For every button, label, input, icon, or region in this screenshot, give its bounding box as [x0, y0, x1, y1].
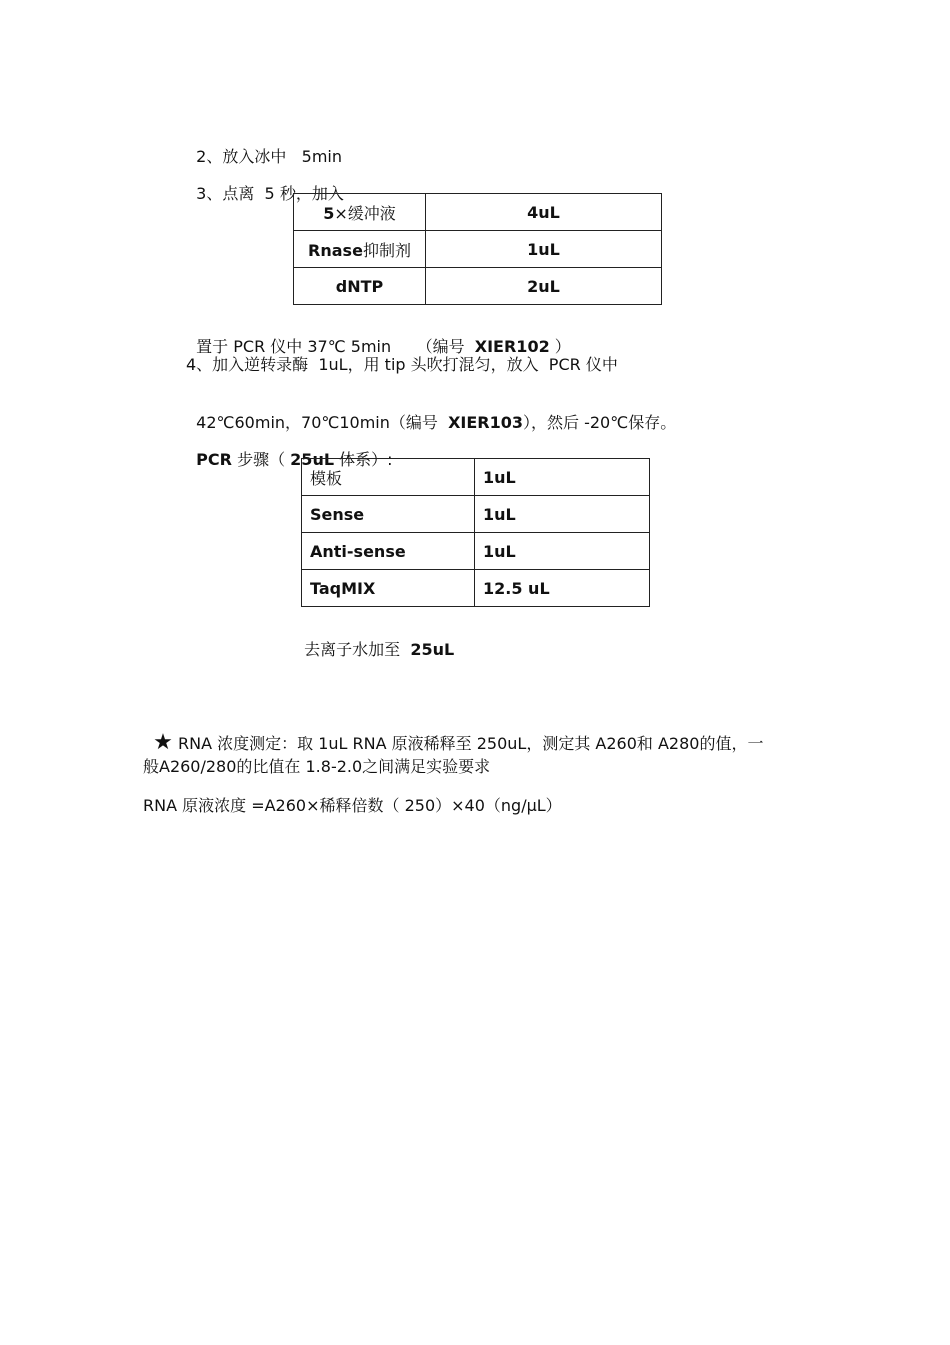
table-row [302, 459, 650, 496]
step4-code: XIER103 [448, 413, 524, 432]
table-row [294, 194, 662, 231]
pcr-volume-cell: 1uL [475, 533, 650, 570]
pcr-incubation-paren: （编号 [416, 337, 465, 356]
pcr-component-cell: 模板 [302, 459, 475, 496]
reagent-value-cell: 2uL [426, 268, 662, 305]
pcr-component-cell: Anti-sense [302, 533, 475, 570]
table-row [302, 570, 650, 607]
rna-line3: RNA 原液浓度 =A260×稀释倍数（ 250）×40（ng/μL） [143, 796, 562, 815]
step4-line2-post: ），然后 -20℃保存。 [523, 413, 677, 432]
rna-line1-text: RNA 浓度测定：取 1uL RNA 原液稀释至 250uL，测定其 A260和 A280的值，一 [178, 734, 764, 753]
pcr-incubation-text: 置于 PCR 仪中 37℃ 5min [196, 337, 392, 356]
reagent-name: ×缓冲液 [334, 203, 396, 223]
step2-text: 放入冰中 [222, 147, 287, 166]
pcr-incubation-code: XIER102 [474, 337, 550, 356]
reagent-prefix: 5 [323, 203, 335, 223]
pcr-table [301, 458, 650, 607]
step4-line1: 4、加入逆转录酶 1uL，用 tip 头吹打混匀，放入 PCR 仪中 [186, 355, 618, 374]
table-row [302, 533, 650, 570]
step3-seconds: 5 秒，加入 [264, 184, 344, 203]
step3-text: 点离 [222, 184, 255, 203]
pcr-volume-cell: 1uL [475, 459, 650, 496]
reagent-name-cell [294, 231, 426, 268]
pcr-volume-cell: 1uL [475, 496, 650, 533]
step2-number: 2、 [196, 147, 223, 166]
step2-line [186, 127, 342, 167]
reagent-value-cell: 1uL [426, 231, 662, 268]
pcr-steps-label: PCR [196, 450, 232, 469]
reagent-name-cell [294, 194, 426, 231]
reagent-prefix: Rnase [308, 240, 363, 260]
pcr-incubation-line [186, 317, 571, 357]
reagent-name: 抑制剂 [362, 240, 411, 260]
rna-line2: 般A260/280的比值在 1.8-2.0之间满足实验要求 [143, 757, 491, 776]
water-line [294, 620, 454, 660]
pcr-steps-suffix: 体系）: [339, 450, 393, 469]
pcr-steps-text: 步骤（ [237, 450, 286, 469]
rna-line1 [143, 713, 763, 754]
water-volume: 25uL [410, 640, 455, 659]
pcr-steps-volume: 25uL [290, 450, 335, 469]
reagent-name-cell [294, 268, 426, 305]
reagent-value-cell: 4uL [426, 194, 662, 231]
table-row [294, 231, 662, 268]
pcr-component-cell: TaqMIX [302, 570, 475, 607]
step4-line2 [186, 393, 676, 433]
step4-line2-pre: 42℃60min，70℃10min（编号 [196, 413, 438, 432]
step3-number: 3、 [196, 184, 223, 203]
pcr-incubation-paren-close: ） [554, 337, 571, 356]
step2-time: 5min [301, 147, 342, 166]
reagent-table [293, 193, 662, 305]
table-row [294, 268, 662, 305]
table-row [302, 496, 650, 533]
star-icon: ★ [153, 730, 173, 755]
pcr-component-cell: Sense [302, 496, 475, 533]
reagent-prefix: dNTP [335, 276, 384, 296]
water-text: 去离子水加至 [304, 640, 401, 659]
pcr-volume-cell: 12.5 uL [475, 570, 650, 607]
